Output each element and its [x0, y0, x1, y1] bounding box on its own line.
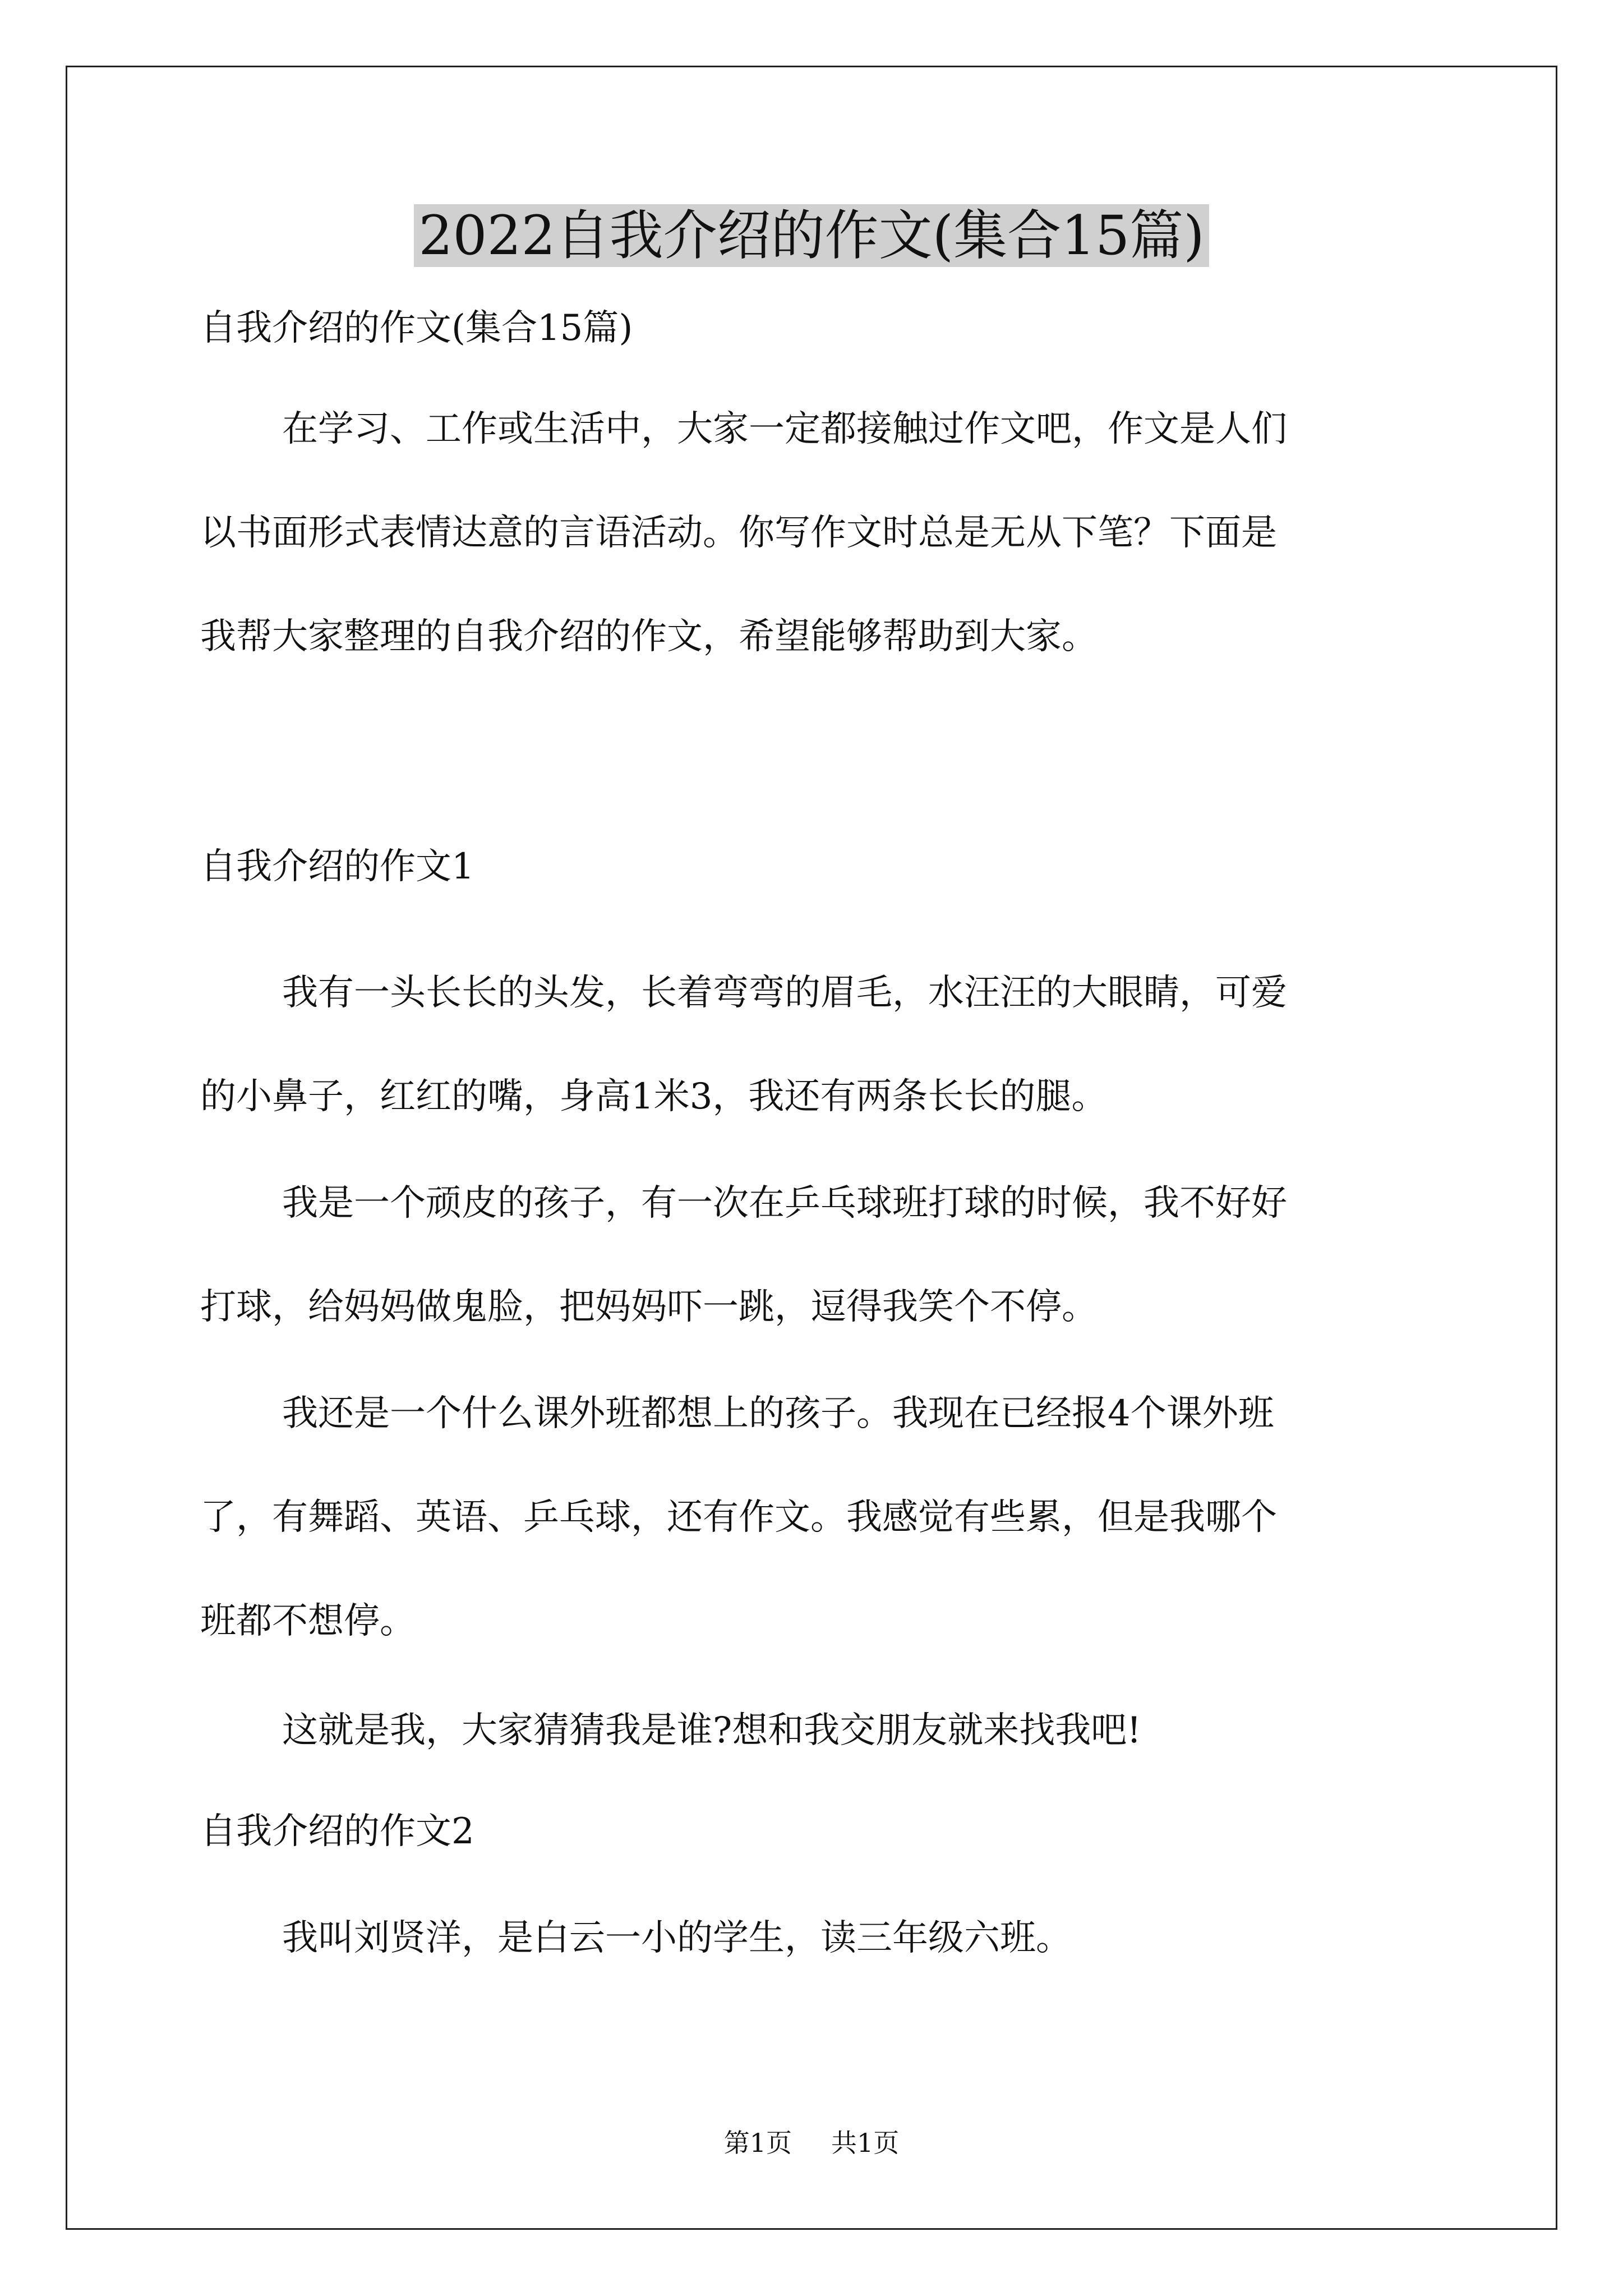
intro-heading: 自我介绍的作文(集合15篇) — [200, 307, 633, 349]
page-border — [66, 66, 1557, 2230]
paragraph-line: 我叫刘贤洋，是白云一小的学生，读三年级六班。 — [282, 1917, 1072, 1959]
page-number: 第1页 — [723, 2128, 792, 2158]
paragraph-line: 以书面形式表情达意的言语活动。你写作文时总是无从下笔？下面是 — [200, 512, 1277, 554]
paragraph-line: 在学习、工作或生活中，大家一定都接触过作文吧，作文是人们 — [282, 408, 1287, 450]
paragraph-line: 打球，给妈妈做鬼脸，把妈妈吓一跳，逗得我笑个不停。 — [200, 1286, 1098, 1328]
paragraph-line: 了，有舞蹈、英语、乒乓球，还有作文。我感觉有些累，但是我哪个 — [200, 1497, 1277, 1538]
section-heading-1: 自我介绍的作文1 — [200, 846, 474, 887]
section-heading-2: 自我介绍的作文2 — [200, 1811, 474, 1852]
page-footer — [0, 2126, 1623, 2160]
paragraph-line: 的小鼻子，红红的嘴，身高1米3，我还有两条长长的腿。 — [200, 1076, 1108, 1117]
paragraph-line: 班都不想停。 — [200, 1600, 416, 1642]
page-total: 共1页 — [831, 2128, 900, 2158]
document-title-text: 2022自我介绍的作文(集合15篇) — [414, 204, 1209, 267]
paragraph-line: 我帮大家整理的自我介绍的作文，希望能够帮助到大家。 — [200, 616, 1098, 657]
paragraph-line: 我是一个顽皮的孩子，有一次在乒乓球班打球的时候，我不好好 — [282, 1182, 1287, 1224]
paragraph-line: 这就是我，大家猜猜我是谁?想和我交朋友就来找我吧! — [282, 1710, 1142, 1751]
paragraph-line: 我有一头长长的头发，长着弯弯的眉毛，水汪汪的大眼睛，可爱 — [282, 972, 1287, 1014]
document-title — [0, 199, 1623, 272]
paragraph-line: 我还是一个什么课外班都想上的孩子。我现在已经报4个课外班 — [282, 1393, 1274, 1434]
